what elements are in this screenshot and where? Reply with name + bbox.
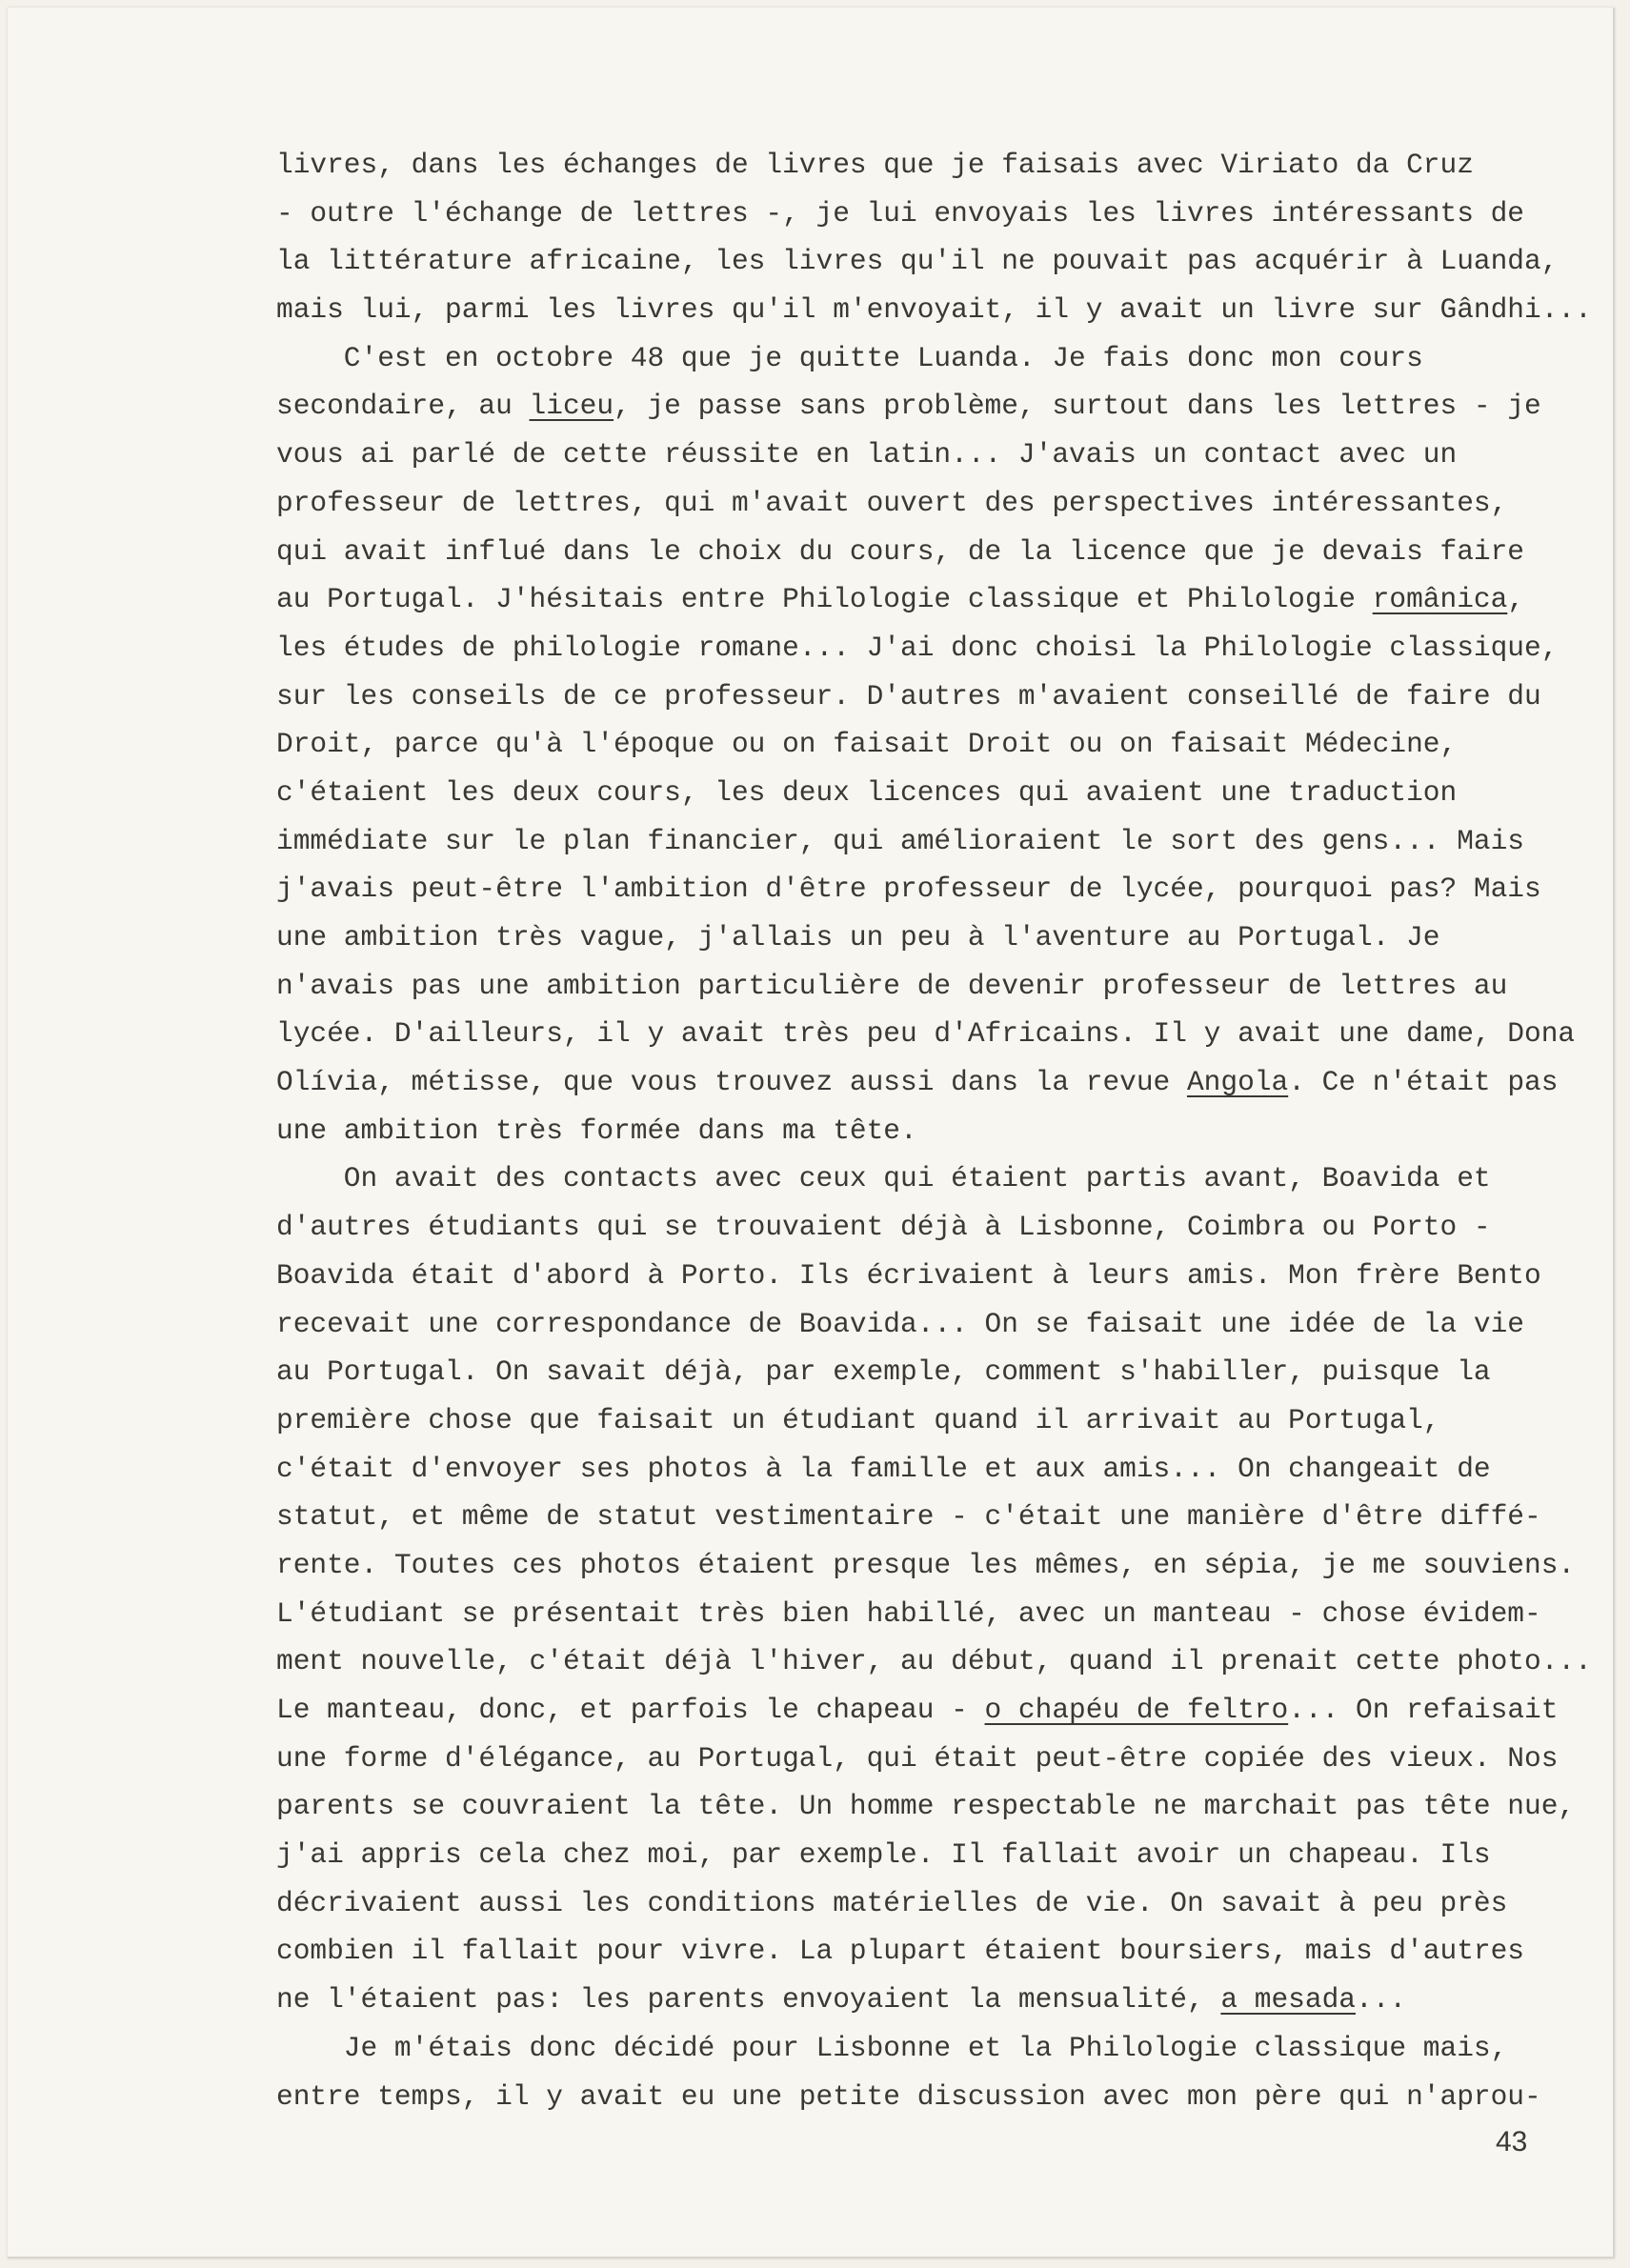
text-line <box>276 1686 1610 1735</box>
text-line <box>276 1831 1610 1879</box>
text-segment: première chose que faisait un étudiant quand il arrivait au Portugal, <box>276 1403 1440 1436</box>
text-line <box>276 913 1610 962</box>
typewritten-text-body <box>276 141 1610 2120</box>
text-line <box>276 431 1610 479</box>
text-segment: ... On refaisait <box>1288 1694 1559 1726</box>
text-line <box>276 720 1610 769</box>
text-line <box>276 2024 1610 2073</box>
text-segment: au Portugal. J'hésitais entre Philologie classique et Philologie <box>276 583 1373 616</box>
page-number: 43 <box>1496 2126 1528 2158</box>
text-segment: - outre l'échange de lettres -, je lui envoyais les livres intéressants de <box>276 196 1525 230</box>
text-segment: statut, et même de statut vestimentaire - c'était une manière d'être diffé- <box>276 1500 1541 1534</box>
text-line <box>276 528 1610 576</box>
text-segment: décrivaient aussi les conditions matérielles de vie. On savait à peu près <box>276 1886 1508 1919</box>
underlined-term: românica <box>1372 583 1508 616</box>
text-segment: immédiate sur le plan financier, qui amélioraient le sort des gens... Mais <box>276 824 1525 857</box>
text-segment: secondaire, au <box>276 390 530 423</box>
text-segment: une ambition très vague, j'allais un peu à l'aventure au Portugal. Je <box>276 921 1440 953</box>
text-segment: , je passe sans problème, surtout dans les lettres - je <box>614 390 1541 423</box>
text-segment: sur les conseils de ce professeur. D'autres m'avaient conseillé de faire du <box>276 679 1541 713</box>
text-line <box>276 1445 1610 1494</box>
underlined-term: o chapéu de feltro <box>984 1694 1289 1726</box>
text-line <box>276 1154 1610 1203</box>
text-segment: Droit, parce qu'à l'époque ou on faisait Droit ou on faisait Médecine, <box>276 728 1458 761</box>
text-segment: vous ai parlé de cette réussite en latin... J'avais un contact avec un <box>276 438 1458 472</box>
text-segment: lycée. D'ailleurs, il y avait très peu d'Africains. Il y avait une dame, Dona <box>276 1017 1576 1051</box>
text-segment: Le manteau, donc, et parfois le chapeau - <box>276 1694 985 1726</box>
text-segment: ... <box>1356 1983 1407 2017</box>
text-line <box>276 1252 1610 1300</box>
text-segment: c'étaient les deux cours, les deux licences qui avaient une traduction <box>276 775 1458 809</box>
text-line <box>276 1637 1610 1686</box>
text-line <box>276 2073 1610 2121</box>
text-segment: c'était d'envoyer ses photos à la famille et aux amis... On changeait de <box>276 1452 1491 1485</box>
text-segment: une forme d'élégance, au Portugal, qui était peut-être copiée des vieux. Nos <box>276 1741 1559 1775</box>
text-line <box>276 1010 1610 1058</box>
text-segment: qui avait influé dans le choix du cours, de la licence que je devais faire <box>276 534 1525 568</box>
underlined-term: liceu <box>529 390 614 423</box>
text-line <box>276 672 1610 721</box>
text-segment: la littérature africaine, les livres qu'il ne pouvait pas acquérir à Luanda, <box>276 245 1559 278</box>
text-line <box>276 334 1610 383</box>
text-line <box>276 817 1610 866</box>
text-segment: Boavida était d'abord à Porto. Ils écrivaient à leurs amis. Mon frère Bento <box>276 1258 1541 1292</box>
text-segment: combien il fallait pour vivre. La plupart étaient boursiers, mais d'autres <box>276 1935 1525 1968</box>
text-segment: n'avais pas une ambition particulière de devenir professeur de lettres au <box>276 969 1508 1002</box>
text-line <box>276 1348 1610 1396</box>
text-segment: j'avais peut-être l'ambition d'être professeur de lycée, pourquoi pas? Mais <box>276 873 1541 906</box>
text-line <box>276 479 1610 528</box>
text-segment: . Ce n'était pas <box>1288 1066 1559 1099</box>
text-segment: rente. Toutes ces photos étaient presque les mêmes, en sépia, je me souviens. <box>276 1548 1576 1581</box>
text-line <box>276 624 1610 672</box>
text-segment: parents se couvraient la tête. Un homme respectable ne marchait pas tête nue, <box>276 1790 1576 1823</box>
text-line <box>276 1590 1610 1638</box>
text-line <box>276 141 1610 190</box>
text-segment: au Portugal. On savait déjà, par exemple, comment s'habiller, puisque la <box>276 1355 1491 1389</box>
text-line <box>276 865 1610 913</box>
text-line <box>276 1203 1610 1252</box>
text-line <box>276 1058 1610 1107</box>
text-segment: C'est en octobre 48 que je quitte Luanda. Je fais donc mon cours <box>276 341 1423 374</box>
text-line <box>276 575 1610 624</box>
text-segment: livres, dans les échanges de livres que je faisais avec Viriato da Cruz <box>276 149 1474 181</box>
text-segment: ne l'étaient pas: les parents envoyaient la mensualité, <box>276 1983 1221 2017</box>
text-segment: d'autres étudiants qui se trouvaient déjà à Lisbonne, Coimbra ou Porto - <box>276 1211 1491 1244</box>
text-segment: Olívia, métisse, que vous trouvez aussi dans la revue <box>276 1066 1187 1099</box>
text-line <box>276 1879 1610 1928</box>
text-line <box>276 1396 1610 1445</box>
text-line <box>276 962 1610 1011</box>
text-line <box>276 1541 1610 1590</box>
text-line <box>276 1735 1610 1783</box>
text-line <box>276 190 1610 238</box>
text-segment: les études de philologie romane... J'ai donc choisi la Philologie classique, <box>276 631 1559 664</box>
text-line <box>276 1976 1610 2024</box>
text-line <box>276 769 1610 817</box>
text-segment: entre temps, il y avait eu une petite discussion avec mon père qui n'aprou- <box>276 2079 1541 2113</box>
text-segment: Je m'étais donc décidé pour Lisbonne et la Philologie classique mais, <box>276 2031 1508 2064</box>
text-segment: L'étudiant se présentait très bien habillé, avec un manteau - chose évidem- <box>276 1596 1541 1630</box>
text-segment: une ambition très formée dans ma tête. <box>276 1114 917 1147</box>
text-line <box>276 1493 1610 1541</box>
text-segment: j'ai appris cela chez moi, par exemple. Il fallait avoir un chapeau. Ils <box>276 1838 1491 1872</box>
text-line <box>276 1782 1610 1831</box>
underlined-term: Angola <box>1186 1066 1289 1099</box>
text-line <box>276 1107 1610 1155</box>
underlined-term: a mesada <box>1220 1983 1356 2017</box>
text-segment: , <box>1507 583 1525 616</box>
text-segment: On avait des contacts avec ceux qui étaient partis avant, Boavida et <box>276 1162 1491 1195</box>
document-page <box>8 8 1615 2258</box>
text-segment: professeur de lettres, qui m'avait ouvert des perspectives intéressantes, <box>276 486 1508 519</box>
text-line <box>276 237 1610 286</box>
text-segment: ment nouvelle, c'était déjà l'hiver, au début, quand il prenait cette photo... <box>276 1645 1592 1678</box>
text-segment: recevait une correspondance de Boavida... On se faisait une idée de la vie <box>276 1307 1525 1340</box>
text-segment: mais lui, parmi les livres qu'il m'envoyait, il y avait un livre sur Gândhi... <box>276 293 1592 327</box>
text-line <box>276 1927 1610 1976</box>
text-line <box>276 382 1610 431</box>
text-line <box>276 286 1610 334</box>
text-line <box>276 1300 1610 1349</box>
